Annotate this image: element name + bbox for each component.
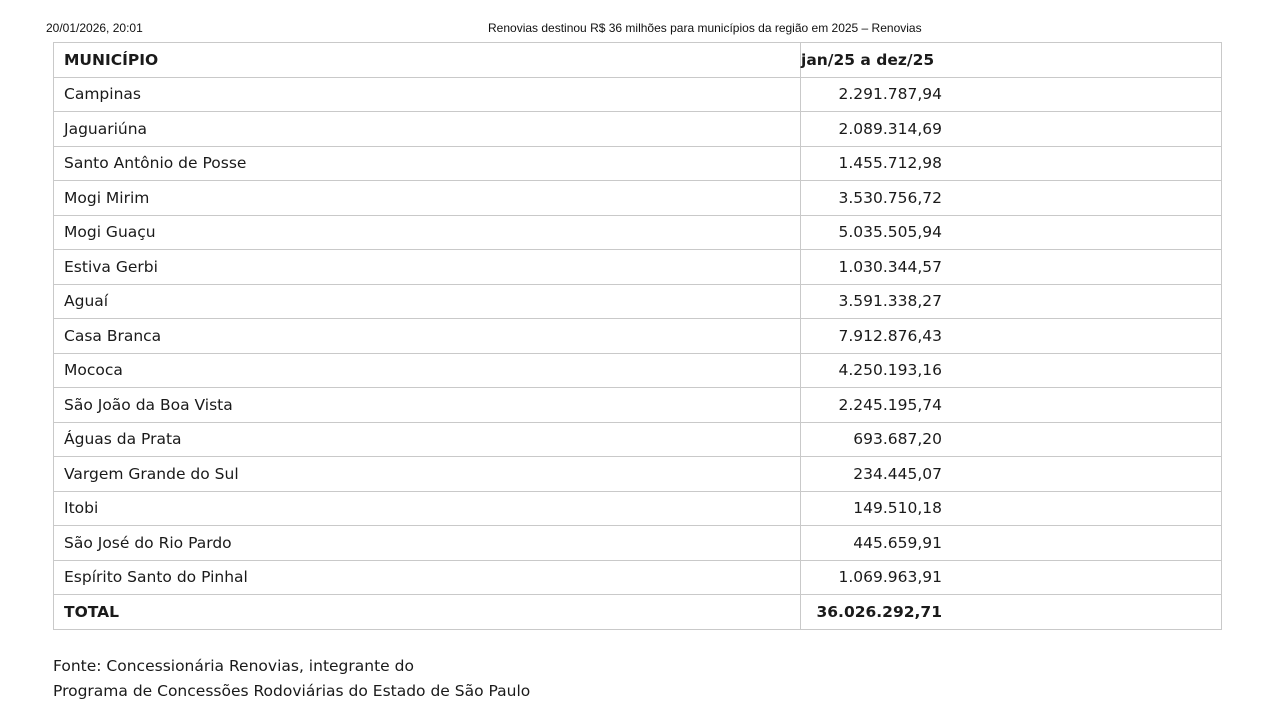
municipality-name: Estiva Gerbi <box>54 250 801 285</box>
table-row <box>54 215 1222 250</box>
municipality-name: São José do Rio Pardo <box>54 526 801 561</box>
table-row <box>54 560 1222 595</box>
municipality-name: Aguaí <box>54 284 801 319</box>
table-row <box>54 388 1222 423</box>
municipality-value: 693.687,20 <box>853 430 942 449</box>
source-line-1: Fonte: Concessionária Renovias, integrante do <box>53 657 414 675</box>
value-cell <box>801 77 1222 112</box>
municipality-name: Vargem Grande do Sul <box>54 457 801 492</box>
municipality-value: 7.912.876,43 <box>838 326 942 345</box>
print-page-title: Renovias destinou R$ 36 milhões para municípios da região em 2025 – Renovias <box>488 21 922 35</box>
table-body <box>54 43 1222 630</box>
table-row <box>54 353 1222 388</box>
value-cell <box>801 388 1222 423</box>
total-value: 36.026.292,71 <box>816 602 942 621</box>
municipality-name: Santo Antônio de Posse <box>54 146 801 181</box>
table-row <box>54 284 1222 319</box>
municipality-name: Jaguariúna <box>54 112 801 147</box>
table-row <box>54 457 1222 492</box>
source-note <box>53 654 530 703</box>
total-value-cell <box>801 595 1222 630</box>
municipality-value: 2.245.195,74 <box>838 395 942 414</box>
value-cell <box>801 284 1222 319</box>
value-cell <box>801 353 1222 388</box>
municipality-value: 4.250.193,16 <box>838 361 942 380</box>
table-total-row <box>54 595 1222 630</box>
total-label: TOTAL <box>54 595 801 630</box>
municipality-name: Mogi Guaçu <box>54 215 801 250</box>
table-header-row <box>54 43 1222 78</box>
print-date: 20/01/2026, 20:01 <box>46 21 143 35</box>
municipality-name: Mogi Mirim <box>54 181 801 216</box>
table-row <box>54 422 1222 457</box>
table-row <box>54 146 1222 181</box>
column-header-period: jan/25 a dez/25 <box>801 43 1222 78</box>
value-cell <box>801 181 1222 216</box>
table-row <box>54 319 1222 354</box>
municipality-transfer-table <box>53 42 1222 630</box>
value-cell <box>801 526 1222 561</box>
table-row <box>54 77 1222 112</box>
municipality-value: 1.030.344,57 <box>838 257 942 276</box>
table-row <box>54 526 1222 561</box>
value-cell <box>801 250 1222 285</box>
municipality-name: Casa Branca <box>54 319 801 354</box>
table-row <box>54 181 1222 216</box>
municipality-value: 1.069.963,91 <box>838 568 942 587</box>
value-cell <box>801 457 1222 492</box>
municipality-value: 5.035.505,94 <box>838 223 942 242</box>
municipality-name: Campinas <box>54 77 801 112</box>
print-header <box>0 21 1280 37</box>
municipality-value: 3.591.338,27 <box>838 292 942 311</box>
column-header-municipality: MUNICÍPIO <box>54 43 801 78</box>
value-cell <box>801 146 1222 181</box>
municipality-name: Mococa <box>54 353 801 388</box>
municipality-value: 149.510,18 <box>853 499 942 518</box>
value-cell <box>801 215 1222 250</box>
municipality-value: 445.659,91 <box>853 533 942 552</box>
table-row <box>54 112 1222 147</box>
municipality-value: 234.445,07 <box>853 464 942 483</box>
municipality-value: 2.291.787,94 <box>838 85 942 104</box>
municipality-name: São João da Boa Vista <box>54 388 801 423</box>
value-cell <box>801 319 1222 354</box>
value-cell <box>801 491 1222 526</box>
municipality-name: Espírito Santo do Pinhal <box>54 560 801 595</box>
table-row <box>54 491 1222 526</box>
municipality-value: 2.089.314,69 <box>838 119 942 138</box>
municipality-name: Águas da Prata <box>54 422 801 457</box>
table-row <box>54 250 1222 285</box>
value-cell <box>801 560 1222 595</box>
source-line-2: Programa de Concessões Rodoviárias do Estado de São Paulo <box>53 681 531 700</box>
municipality-value: 3.530.756,72 <box>838 188 942 207</box>
municipality-value: 1.455.712,98 <box>838 154 942 173</box>
municipality-name: Itobi <box>54 491 801 526</box>
value-cell <box>801 112 1222 147</box>
value-cell <box>801 422 1222 457</box>
